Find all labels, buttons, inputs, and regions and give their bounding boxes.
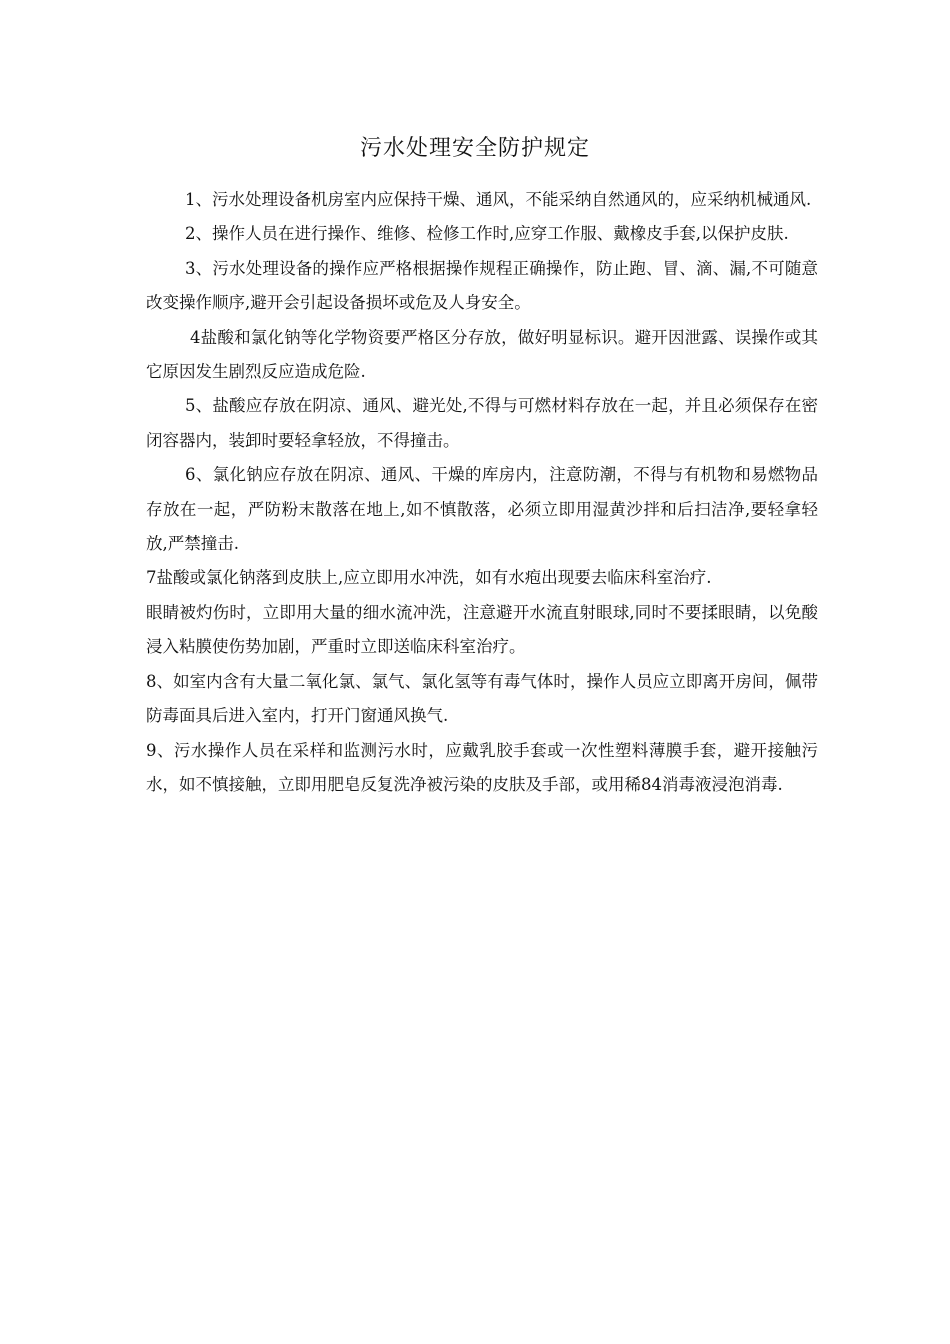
document-title: 污水处理安全防护规定 <box>359 136 590 161</box>
paragraph-7-continued: 眼睛被灼伤时，立即用大量的细水流冲洗，注意避开水流直射眼球,同时不要揉眼睛，以免酸浸入粘膜使伤势加剧，严重时立即送临床科室治疗。 <box>146 602 818 657</box>
paragraph-3: 3、污水处理设备的操作应严格根据操作规程正确操作，防止跑、冒、滴、漏,不可随意改变操作顺序,避开会引起设备损坏或危及人身安全。 <box>146 258 818 313</box>
paragraph-4: 4盐酸和氯化钠等化学物资要严格区分存放，做好明显标识。避开因泄露、误操作或其它原因发生剧烈反应造成危险. <box>146 327 818 382</box>
document-body <box>146 183 818 802</box>
paragraph-5: 5、盐酸应存放在阴凉、通风、避光处,不得与可燃材料存放在一起，并且必须保存在密闭容器内，装卸时要轻拿轻放，不得撞击。 <box>146 396 818 450</box>
paragraph-9: 9、污水操作人员在采样和监测污水时，应戴乳胶手套或一次性塑料薄膜手套，避开接触污水，如不慎接触，立即用肥皂反复洗净被污染的皮肤及手部，或用稀84消毒液浸泡消毒. <box>146 740 818 794</box>
paragraph-1: 1、污水处理设备机房室内应保持干燥、通风，不能采纳自然通风的，应采纳机械通风. <box>185 190 812 209</box>
paragraph-7: 7盐酸或氯化钠落到皮肤上,应立即用水冲洗，如有水疱出现要去临床科室治疗. <box>146 568 712 588</box>
paragraph-2: 2、操作人员在进行操作、维修、检修工作时,应穿工作服、戴橡皮手套,以保护皮肤. <box>185 224 789 244</box>
paragraph-6: 6、氯化钠应存放在阴凉、通风、干燥的库房内，注意防潮，不得与有机物和易燃物品存放在一起，严防粉末散落在地上,如不慎散落，必须立即用湿黄沙拌和后扫洁净,要轻拿轻放,严禁撞击. <box>146 465 818 554</box>
paragraph-8: 8、如室内含有大量二氧化氯、氯气、氯化氢等有毒气体时，操作人员应立即离开房间，佩带防毒面具后进入室内，打开门窗通风换气. <box>146 671 818 726</box>
